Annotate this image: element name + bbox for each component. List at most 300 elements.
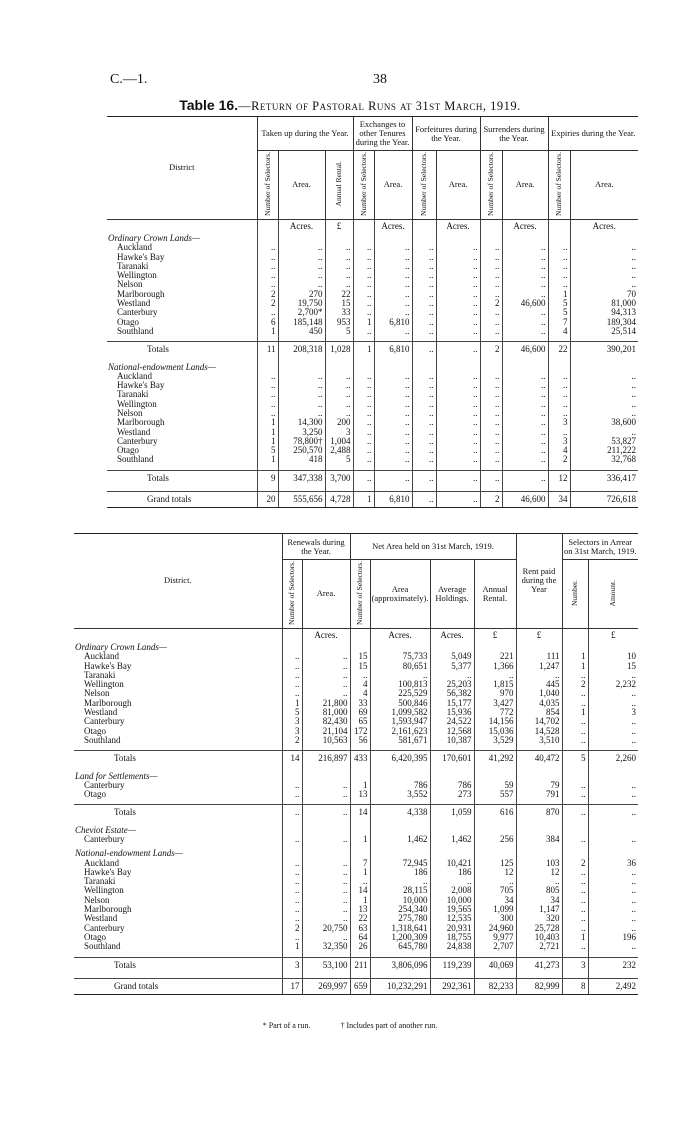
- value-cell: ..: [257, 390, 278, 399]
- value-cell: ..: [278, 390, 325, 399]
- value-cell: 15: [588, 662, 638, 671]
- value-cell: ..: [480, 470, 502, 486]
- value-cell: [588, 772, 638, 781]
- value-cell: 1,099,582: [370, 708, 430, 717]
- footnote-star: * Part of a run.: [262, 1021, 311, 1030]
- value-cell: 336,417: [570, 470, 638, 486]
- value-cell: ..: [588, 942, 638, 951]
- value-cell: ..: [302, 859, 350, 868]
- value-cell: ..: [562, 805, 588, 821]
- row-label: Taranaki: [84, 876, 116, 887]
- value-cell: 10,387: [430, 736, 474, 745]
- value-cell: ..: [302, 671, 350, 680]
- value-cell: ..: [588, 727, 638, 736]
- value-cell: 3,529: [474, 736, 516, 745]
- value-cell: ..: [282, 896, 302, 905]
- value-cell: 1,247: [516, 662, 562, 671]
- value-cell: 12: [516, 868, 562, 877]
- value-cell: ..: [436, 418, 480, 427]
- value-cell: ..: [302, 680, 350, 689]
- value-cell: 418: [278, 455, 325, 464]
- value-cell: ..: [502, 253, 548, 262]
- value-cell: 7: [548, 318, 570, 327]
- rent-paid-header: Rent paid during the Year: [516, 534, 562, 629]
- col-number-of-selectors: Number of Selectors.: [412, 151, 436, 220]
- row-label: Taranaki: [117, 260, 149, 271]
- value-cell: 1,059: [430, 805, 474, 821]
- value-cell: ..: [412, 290, 436, 299]
- value-cell: 9,977: [474, 933, 516, 942]
- value-cell: 6,810: [374, 318, 412, 327]
- row-label: Nelson: [84, 894, 110, 905]
- table-label: Table 16.: [179, 97, 239, 113]
- col-area: Area.: [436, 151, 480, 220]
- value-cell: ..: [562, 905, 588, 914]
- value-cell: ..: [548, 381, 570, 390]
- value-cell: 1: [548, 290, 570, 299]
- value-cell: ..: [257, 253, 278, 262]
- value-cell: ..: [412, 381, 436, 390]
- table-row: [107, 381, 638, 390]
- value-cell: 79: [516, 781, 562, 790]
- value-cell: ..: [480, 372, 502, 381]
- table-title-text: —Return of Pastoral Runs at 31st March, 1919.: [238, 99, 521, 113]
- value-cell: ..: [325, 280, 353, 289]
- value-cell: 5: [325, 327, 353, 336]
- value-cell: ..: [562, 699, 588, 708]
- value-cell: 10,563: [302, 736, 350, 745]
- table-row: [74, 662, 638, 671]
- value-cell: ..: [325, 390, 353, 399]
- value-cell: 172: [350, 727, 370, 736]
- value-cell: ..: [282, 662, 302, 671]
- value-cell: 3,806,096: [370, 957, 430, 973]
- value-cell: ..: [502, 418, 548, 427]
- table-row: [107, 290, 638, 299]
- table-row: [107, 280, 638, 289]
- value-cell: ..: [374, 437, 412, 446]
- row-label: Auckland: [84, 857, 119, 868]
- value-cell: 1: [562, 652, 588, 661]
- row-label: Nelson: [117, 408, 143, 418]
- col-number-of-selectors: Number of Selectors.: [257, 151, 278, 220]
- value-cell: 15,177: [430, 699, 474, 708]
- value-cell: 32,768: [570, 455, 638, 464]
- value-cell: 81,000: [302, 708, 350, 717]
- value-cell: ..: [570, 428, 638, 437]
- col-area-approx: Area (approximately).: [370, 560, 430, 629]
- value-cell: 3: [282, 717, 302, 726]
- value-cell: ..: [548, 271, 570, 280]
- value-cell: ..: [412, 271, 436, 280]
- value-cell: ..: [282, 805, 302, 821]
- value-cell: 581,671: [370, 736, 430, 745]
- value-cell: ..: [353, 381, 374, 390]
- value-cell: 854: [516, 708, 562, 717]
- value-cell: 46,600: [502, 492, 548, 508]
- row-label: Hawke's Bay: [84, 660, 132, 671]
- value-cell: 10,403: [516, 933, 562, 942]
- value-cell: ..: [562, 790, 588, 799]
- col-number-of-selectors: Number of Selectors.: [548, 151, 570, 220]
- value-cell: ..: [302, 805, 350, 821]
- value-cell: [570, 363, 638, 372]
- row-label: Totals: [74, 957, 282, 973]
- value-cell: ..: [502, 381, 548, 390]
- value-cell: ..: [412, 372, 436, 381]
- value-cell: ..: [562, 689, 588, 698]
- value-cell: ..: [412, 299, 436, 308]
- value-cell: ..: [374, 308, 412, 317]
- value-cell: 5: [325, 455, 353, 464]
- value-cell: ..: [436, 437, 480, 446]
- value-cell: ..: [282, 689, 302, 698]
- value-cell: 100,813: [370, 680, 430, 689]
- value-cell: ..: [353, 390, 374, 399]
- value-cell: 1: [562, 662, 588, 671]
- value-cell: ..: [257, 280, 278, 289]
- value-cell: 433: [350, 751, 370, 767]
- value-cell: 196: [588, 933, 638, 942]
- value-cell: ..: [516, 877, 562, 886]
- value-cell: 25,203: [430, 680, 474, 689]
- footnote-dagger: † Includes part of another run.: [340, 1021, 438, 1030]
- value-cell: ..: [302, 914, 350, 923]
- col-area: Area.: [302, 560, 350, 629]
- value-cell: ..: [502, 409, 548, 418]
- value-cell: 4: [350, 689, 370, 698]
- value-cell: ..: [436, 318, 480, 327]
- value-cell: ..: [353, 299, 374, 308]
- value-cell: ..: [282, 886, 302, 895]
- row-label: Canterbury: [84, 922, 125, 933]
- value-cell: 256: [474, 835, 516, 844]
- value-cell: 6,810: [374, 342, 412, 358]
- value-cell: 19,750: [278, 299, 325, 308]
- value-cell: ..: [374, 390, 412, 399]
- col-number-of-selectors: Number of Selectors.: [350, 560, 370, 629]
- value-cell: ..: [278, 409, 325, 418]
- row-label: Taranaki: [117, 389, 149, 400]
- row-label: Westland: [117, 426, 151, 437]
- table-row: [107, 262, 638, 271]
- value-cell: 14: [350, 805, 370, 821]
- net-area-header: Net Area held on 31st March, 1919.: [350, 534, 516, 560]
- value-cell: 8: [562, 978, 588, 994]
- value-cell: ..: [325, 409, 353, 418]
- value-cell: 1: [350, 868, 370, 877]
- value-cell: ..: [282, 671, 302, 680]
- value-cell: 5,049: [430, 652, 474, 661]
- value-cell: 14,156: [474, 717, 516, 726]
- row-label: Hawke's Bay: [117, 380, 165, 391]
- value-cell: ..: [480, 390, 502, 399]
- section-label: Ordinary Crown Lands—: [75, 641, 167, 652]
- page-number: 38: [373, 72, 387, 87]
- value-cell: ..: [436, 327, 480, 336]
- value-cell: 1: [257, 418, 278, 427]
- value-cell: 1,028: [325, 342, 353, 358]
- table-row: [74, 835, 638, 844]
- value-cell: 320: [516, 914, 562, 923]
- table-row: [74, 790, 638, 799]
- value-cell: ..: [374, 455, 412, 464]
- table-row: [107, 437, 638, 446]
- value-cell: ..: [302, 781, 350, 790]
- value-cell: 78,800†: [278, 437, 325, 446]
- value-cell: ..: [562, 671, 588, 680]
- value-cell: ..: [353, 327, 374, 336]
- value-cell: ..: [353, 308, 374, 317]
- value-cell: 1: [353, 492, 374, 508]
- value-cell: ..: [570, 372, 638, 381]
- value-cell: 3: [325, 428, 353, 437]
- value-cell: 445: [516, 680, 562, 689]
- value-cell: 28,115: [370, 886, 430, 895]
- value-cell: ..: [502, 243, 548, 252]
- unit-cell: [562, 628, 588, 643]
- value-cell: 2: [480, 299, 502, 308]
- value-cell: ..: [588, 717, 638, 726]
- value-cell: 38,600: [570, 418, 638, 427]
- value-cell: 11: [257, 342, 278, 358]
- value-cell: 40,069: [474, 957, 516, 973]
- value-cell: ..: [282, 680, 302, 689]
- value-cell: ..: [412, 342, 436, 358]
- value-cell: 3: [282, 727, 302, 736]
- row-label: Grand totals: [74, 978, 282, 994]
- value-cell: 2: [480, 342, 502, 358]
- value-cell: ..: [257, 308, 278, 317]
- value-cell: ..: [282, 652, 302, 661]
- value-cell: ..: [436, 280, 480, 289]
- value-cell: 953: [325, 318, 353, 327]
- value-cell: 22: [548, 342, 570, 358]
- value-cell: ..: [302, 662, 350, 671]
- value-cell: ..: [502, 290, 548, 299]
- value-cell: 64: [350, 933, 370, 942]
- unit-cell: [412, 219, 436, 234]
- value-cell: 14: [350, 886, 370, 895]
- value-cell: ..: [562, 717, 588, 726]
- value-cell: 1: [350, 896, 370, 905]
- value-cell: 1: [350, 835, 370, 844]
- col-area: Area.: [278, 151, 325, 220]
- value-cell: 216,897: [302, 751, 350, 767]
- value-cell: ..: [480, 327, 502, 336]
- value-cell: ..: [436, 372, 480, 381]
- value-cell: 82,430: [302, 717, 350, 726]
- value-cell: [570, 234, 638, 243]
- value-cell: 3: [548, 437, 570, 446]
- renewals-header: Renewals during the Year.: [282, 534, 350, 560]
- value-cell: ..: [480, 381, 502, 390]
- value-cell: ..: [412, 400, 436, 409]
- value-cell: ..: [278, 262, 325, 271]
- section-row: [107, 363, 638, 372]
- value-cell: ..: [570, 409, 638, 418]
- value-cell: 970: [474, 689, 516, 698]
- value-cell: ..: [257, 243, 278, 252]
- value-cell: 221: [474, 652, 516, 661]
- section-label: Cheviot Estate—: [75, 824, 136, 835]
- value-cell: 41,273: [516, 957, 562, 973]
- value-cell: 15,036: [474, 727, 516, 736]
- value-cell: ..: [480, 262, 502, 271]
- value-cell: ..: [412, 446, 436, 455]
- value-cell: ..: [282, 790, 302, 799]
- value-cell: 59: [474, 781, 516, 790]
- value-cell: ..: [570, 390, 638, 399]
- value-cell: 5: [257, 446, 278, 455]
- row-label: Canterbury: [117, 435, 158, 446]
- value-cell: 557: [474, 790, 516, 799]
- value-cell: ..: [353, 372, 374, 381]
- value-cell: ..: [588, 781, 638, 790]
- totals-row: [107, 342, 638, 358]
- row-label: Nelson: [117, 279, 143, 290]
- value-cell: ..: [562, 781, 588, 790]
- value-cell: ..: [570, 381, 638, 390]
- value-cell: 870: [516, 805, 562, 821]
- value-cell: ..: [282, 835, 302, 844]
- value-cell: ..: [353, 262, 374, 271]
- value-cell: 300: [474, 914, 516, 923]
- value-cell: ..: [436, 400, 480, 409]
- unit-cell: [353, 219, 374, 234]
- value-cell: ..: [588, 671, 638, 680]
- value-cell: 12,535: [430, 914, 474, 923]
- row-label: Wellington: [84, 679, 124, 690]
- table-row: [107, 253, 638, 262]
- col-number: Number.: [562, 560, 588, 629]
- row-label: Southland: [117, 325, 154, 336]
- row-label: Nelson: [84, 688, 110, 699]
- value-cell: ..: [548, 243, 570, 252]
- unit-cell: Acres.: [502, 219, 548, 234]
- value-cell: 6: [257, 318, 278, 327]
- value-cell: ..: [353, 455, 374, 464]
- value-cell: 56,382: [430, 689, 474, 698]
- value-cell: ..: [502, 271, 548, 280]
- value-cell: ..: [353, 253, 374, 262]
- value-cell: 82,999: [516, 978, 562, 994]
- value-cell: 125: [474, 859, 516, 868]
- value-cell: 1,099: [474, 905, 516, 914]
- value-cell: 390,201: [570, 342, 638, 358]
- value-cell: ..: [570, 262, 638, 271]
- value-cell: ..: [374, 381, 412, 390]
- row-label: Marlborough: [84, 697, 132, 708]
- value-cell: 6,810: [374, 492, 412, 508]
- value-cell: ..: [374, 428, 412, 437]
- value-cell: 3,510: [516, 736, 562, 745]
- table-row: [107, 409, 638, 418]
- col-average-holdings: Average Holdings.: [430, 560, 474, 629]
- value-cell: 5: [562, 751, 588, 767]
- value-cell: ..: [430, 877, 474, 886]
- row-label: Canterbury: [84, 834, 125, 844]
- value-cell: 2,707: [474, 942, 516, 951]
- value-cell: 36: [588, 859, 638, 868]
- value-cell: ..: [502, 390, 548, 399]
- value-cell: ..: [412, 390, 436, 399]
- value-cell: ..: [548, 262, 570, 271]
- value-cell: 726,618: [570, 492, 638, 508]
- value-cell: ..: [502, 308, 548, 317]
- row-label: Westland: [84, 707, 118, 718]
- value-cell: 2,492: [588, 978, 638, 994]
- value-cell: 347,338: [278, 470, 325, 486]
- value-cell: 1: [353, 342, 374, 358]
- value-cell: 12,568: [430, 727, 474, 736]
- value-cell: ..: [480, 243, 502, 252]
- value-cell: ..: [588, 689, 638, 698]
- value-cell: 450: [278, 327, 325, 336]
- row-label: Otago: [84, 789, 106, 800]
- value-cell: 21,800: [302, 699, 350, 708]
- value-cell: ..: [502, 262, 548, 271]
- value-cell: ..: [570, 280, 638, 289]
- value-cell: ..: [436, 342, 480, 358]
- value-cell: 2,700*: [278, 308, 325, 317]
- value-cell: 1: [562, 708, 588, 717]
- value-cell: 2: [282, 924, 302, 933]
- col-area: Area.: [570, 151, 638, 220]
- value-cell: ..: [325, 400, 353, 409]
- row-label: Westland: [84, 913, 118, 924]
- value-cell: ..: [436, 428, 480, 437]
- value-cell: 1,462: [430, 835, 474, 844]
- value-cell: 3: [588, 708, 638, 717]
- table-row: [107, 400, 638, 409]
- value-cell: ..: [278, 372, 325, 381]
- value-cell: ..: [548, 253, 570, 262]
- value-cell: ..: [353, 446, 374, 455]
- value-cell: 186: [370, 868, 430, 877]
- totals-row: [74, 751, 638, 767]
- value-cell: ..: [278, 381, 325, 390]
- value-cell: 40,472: [516, 751, 562, 767]
- unit-cell: £: [516, 628, 562, 643]
- table-row: [107, 327, 638, 336]
- value-cell: 1,815: [474, 680, 516, 689]
- value-cell: 2,008: [430, 886, 474, 895]
- value-cell: 10,000: [370, 896, 430, 905]
- value-cell: 1,200,309: [370, 933, 430, 942]
- row-label: Southland: [84, 941, 121, 952]
- value-cell: ..: [374, 446, 412, 455]
- value-cell: ..: [562, 736, 588, 745]
- value-cell: 2: [257, 299, 278, 308]
- value-cell: 46,600: [502, 342, 548, 358]
- value-cell: ..: [502, 428, 548, 437]
- unit-cell: £: [474, 628, 516, 643]
- value-cell: 1: [282, 699, 302, 708]
- value-cell: 5: [282, 708, 302, 717]
- pastoral-runs-table-lower: [74, 533, 638, 995]
- section-row: [107, 234, 638, 243]
- value-cell: ..: [480, 318, 502, 327]
- table-row: [107, 390, 638, 399]
- value-cell: 186: [430, 868, 474, 877]
- value-cell: ..: [502, 372, 548, 381]
- value-cell: ..: [436, 455, 480, 464]
- value-cell: 53,100: [302, 957, 350, 973]
- value-cell: 14,300: [278, 418, 325, 427]
- row-label: Hawke's Bay: [84, 866, 132, 877]
- value-cell: 645,780: [370, 942, 430, 951]
